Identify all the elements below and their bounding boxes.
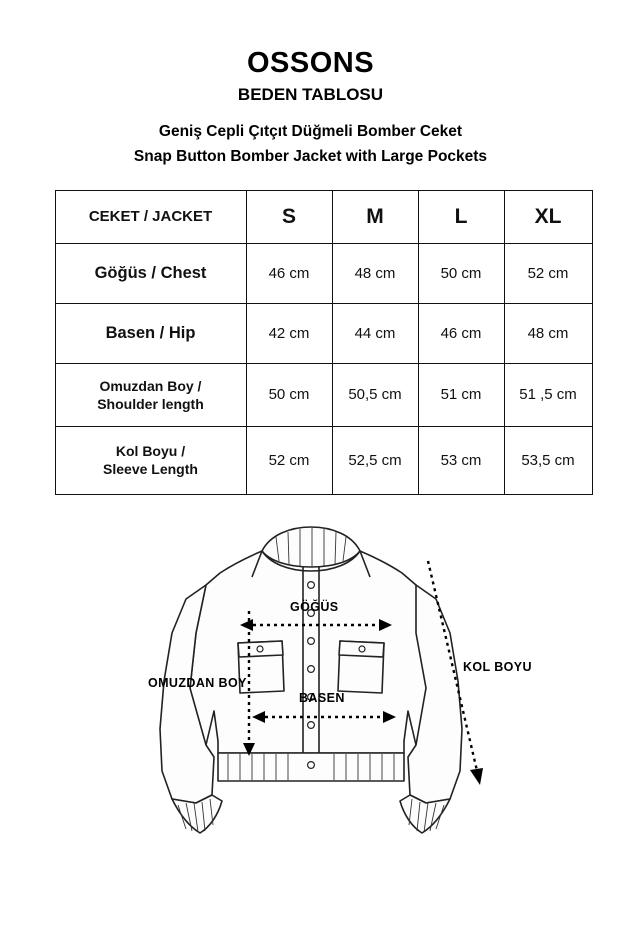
cell-shoulder-m: 50,5 cm <box>332 363 418 426</box>
cell-chest-s: 46 cm <box>246 243 332 303</box>
cell-shoulder-s: 50 cm <box>246 363 332 426</box>
cell-hip-xl: 48 cm <box>504 303 592 363</box>
row-label-hip: Basen / Hip <box>55 303 246 363</box>
jacket-diagram-svg <box>0 513 621 933</box>
cell-sleeve-s: 52 cm <box>246 426 332 494</box>
cell-sleeve-xl: 53,5 cm <box>504 426 592 494</box>
cell-hip-m: 44 cm <box>332 303 418 363</box>
annotation-shoulder-length: OMUZDAN BOY <box>148 675 247 690</box>
table-row <box>55 426 592 494</box>
cell-chest-l: 50 cm <box>418 243 504 303</box>
cell-shoulder-xl: 51 ,5 cm <box>504 363 592 426</box>
column-header-s: S <box>246 190 332 243</box>
column-header-l: L <box>418 190 504 243</box>
annotation-sleeve-length: KOL BOYU <box>463 659 532 674</box>
column-header-xl: XL <box>504 190 592 243</box>
cell-hip-l: 46 cm <box>418 303 504 363</box>
size-table <box>55 190 593 495</box>
brand-title: OSSONS <box>246 47 375 79</box>
row-label-line-1: Kol Boyu / <box>115 443 186 460</box>
column-header-m: M <box>332 190 418 243</box>
table-row <box>55 303 592 363</box>
table-header-row <box>55 190 592 243</box>
row-label-line-1: Omuzdan Boy / <box>99 377 202 394</box>
row-label-line-2: Sleeve Length <box>103 461 198 478</box>
cell-shoulder-l: 51 cm <box>418 363 504 426</box>
row-label-sleeve-length <box>55 426 246 494</box>
annotation-chest: GÖĞÜS <box>290 599 339 614</box>
table-corner-label: CEKET / JACKET <box>55 190 246 243</box>
sleeve-arrow-down <box>470 768 483 785</box>
row-label-shoulder-length <box>55 363 246 426</box>
header <box>0 0 621 166</box>
product-description-tr: Geniş Cepli Çıtçıt Düğmeli Bomber Ceket <box>158 122 463 140</box>
annotation-hip: BASEN <box>299 690 345 705</box>
chart-subtitle: BEDEN TABLOSU <box>237 84 384 104</box>
size-table-wrapper <box>55 190 577 495</box>
cell-sleeve-m: 52,5 cm <box>332 426 418 494</box>
row-label-chest: Göğüs / Chest <box>55 243 246 303</box>
jacket-illustration <box>0 513 621 933</box>
table-row <box>55 363 592 426</box>
cell-sleeve-l: 53 cm <box>418 426 504 494</box>
product-description-en: Snap Button Bomber Jacket with Large Pockets <box>133 147 488 165</box>
cell-chest-m: 48 cm <box>332 243 418 303</box>
cell-chest-xl: 52 cm <box>504 243 592 303</box>
table-row <box>55 243 592 303</box>
collar-shape <box>262 527 360 567</box>
row-label-line-2: Shoulder length <box>97 395 204 412</box>
cell-hip-s: 42 cm <box>246 303 332 363</box>
